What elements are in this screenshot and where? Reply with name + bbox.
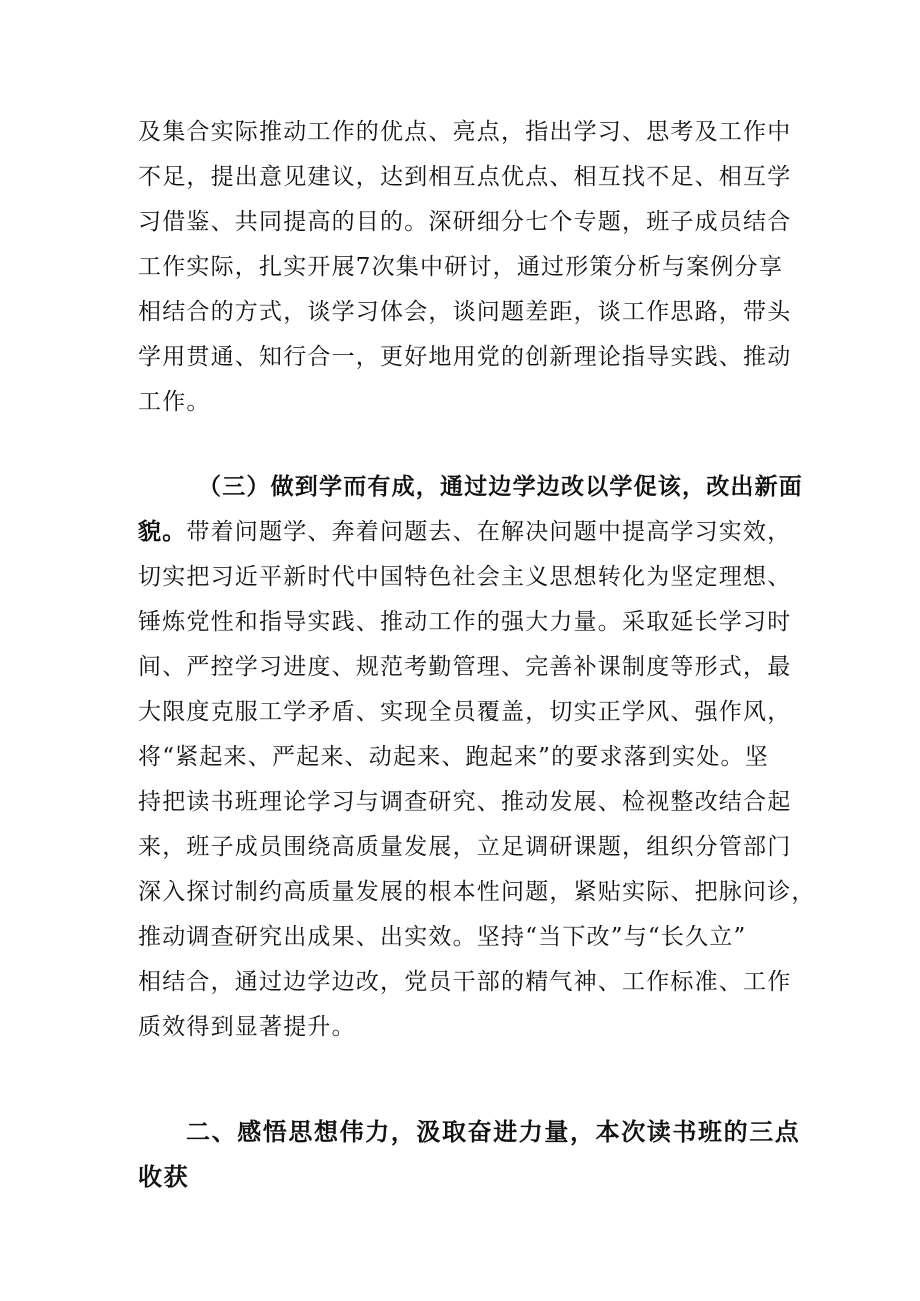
subheading-line: （三）做到学而有成，通过边学边改以学促该，改出新面 <box>198 474 803 500</box>
text-line: 学用贯通、知行合一，更好地用党的创新理论指导实践、推动 <box>138 344 792 370</box>
subheading-end: 貌。 <box>138 519 187 545</box>
text-line: 大限度克服工学矛盾、实现全员覆盖，切实正学风、强作风， <box>138 699 792 725</box>
text-line: 相结合，通过边学边改，党员干部的精气神、工作标准、工作 <box>138 969 792 995</box>
text-line: 及集合实际推动工作的优点、亮点，指出学习、思考及工作中 <box>138 119 792 145</box>
text-line: 工作实际，扎实开展7次集中研讨，通过形策分析与案例分享 <box>138 254 784 280</box>
text-line: 来，班子成员围绕高质量发展，立足调研课题，组织分管部门 <box>138 834 792 860</box>
text-line <box>138 510 792 555</box>
text-line: 间、严控学习进度、规范考勤管理、完善补课制度等形式，最 <box>138 654 792 680</box>
text-line: 将“紧起来、严起来、动起来、跑起来”的要求落到实处。坚 <box>138 744 769 770</box>
text-line: 习借鉴、共同提高的目的。深研细分七个专题，班子成员结合 <box>138 209 792 235</box>
text-fragment: 带着问题学、奔着问题去、在解决问题中提高学习实效， <box>186 519 792 545</box>
section-heading-line: 收获 <box>138 1163 190 1191</box>
text-line: 相结合的方式，谈学习体会，谈问题差距，谈工作思路，带头 <box>138 299 792 325</box>
paragraph-2 <box>138 465 816 1050</box>
text-line: 深入探讨制约高质量发展的根本性问题，紧贴实际、把脉问诊， <box>138 879 816 905</box>
text-line: 推动调查研究出成果、出实效。坚持“当下改”与“长久立” <box>138 924 747 950</box>
text-line: 锤炼党性和指导实践、推动工作的强大力量。采取延长学习时 <box>138 609 792 635</box>
section-heading <box>138 1110 801 1200</box>
text-line: 切实把习近平新时代中国特色社会主义思想转化为坚定理想、 <box>138 564 792 590</box>
paragraph-1 <box>138 110 792 425</box>
section-heading-line: 二、感悟思想伟力，汲取奋进力量，本次读书班的三点 <box>186 1118 801 1146</box>
text-line: 不足，提出意见建议，达到相互点优点、相互找不足、相互学 <box>138 164 792 190</box>
text-line: 持把读书班理论学习与调查研究、推动发展、检视整改结合起 <box>138 789 792 815</box>
text-line: 质效得到显著提升。 <box>138 1014 356 1040</box>
text-line: 工作。 <box>138 389 211 415</box>
